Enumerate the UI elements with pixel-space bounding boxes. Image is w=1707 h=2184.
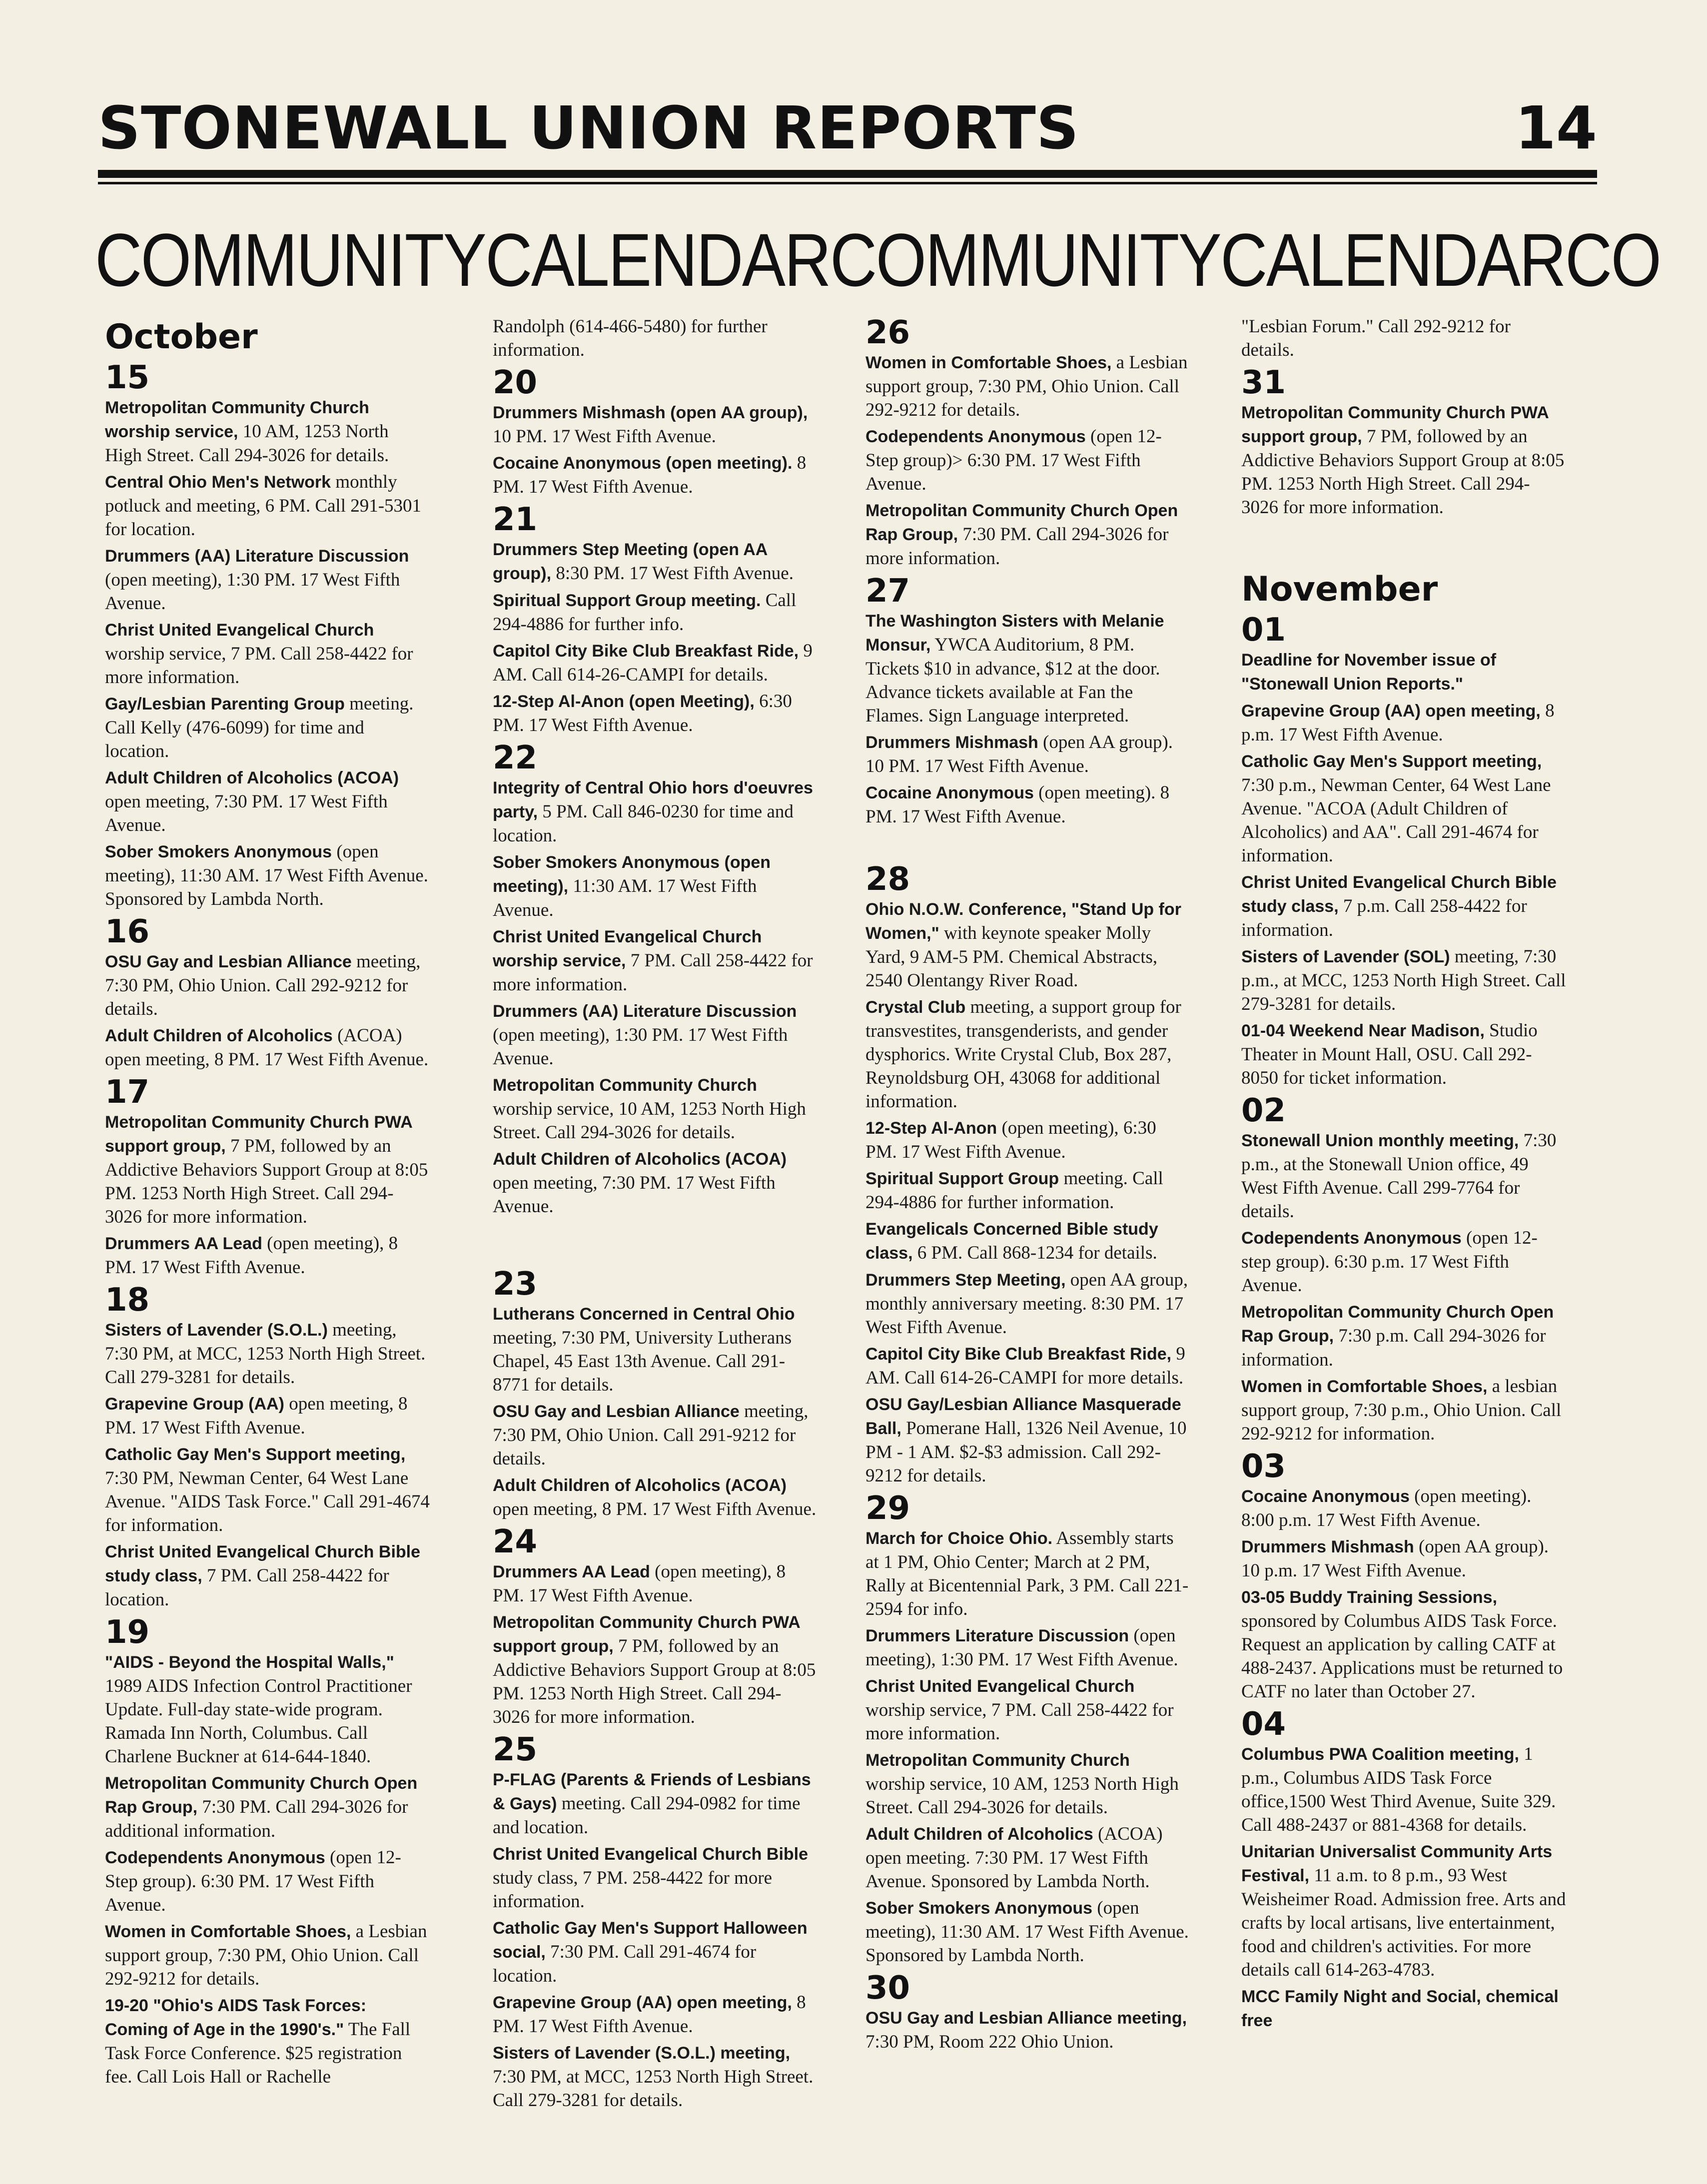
day-heading: 02 [1241,1092,1286,1129]
event-details: meeting, 7:30 PM, Ohio Union. Call 292-9212 for details. [105,951,421,1019]
event-name: Christ United Evangelical Church Bible study class, [105,1542,421,1585]
event-entry [493,776,818,847]
event-name: Metropolitan Community Church PWA support group, [1241,403,1549,446]
event-details: meeting, 7:30 PM, University Lutherans Chapel, 45 East 13th Avenue. Call 291-8771 for details. [493,1328,792,1395]
event-name: OSU Gay and Lesbian Alliance meeting, [865,2009,1187,2028]
event-entry [1241,945,1566,1016]
event-entry [105,1232,430,1279]
event-details: open AA group, monthly anniversary meeting. 8:30 PM. 17 West Fifth Avenue. [865,1270,1188,1338]
event-name: Christ United Evangelical Church Bible [493,1845,809,1864]
event-name: Women in Comfortable Shoes, [865,353,1112,372]
day-heading: 19 [105,1614,150,1651]
day-heading: 16 [105,913,150,950]
event-entry [493,850,818,922]
event-name: Gay/Lesbian Parenting Group [105,695,345,714]
event-details: meeting. Call 294-0982 for time and location. [493,1793,801,1838]
event-details: 11:30 AM. 17 West Fifth Avenue. [493,876,757,920]
event-details: (open meeting), 1:30 PM. 17 West Fifth Avenue. [493,1025,788,1069]
event-details: "Lesbian Forum." Call 292-9212 for details. [1241,316,1511,360]
day-heading: 23 [493,1266,538,1303]
event-name: Metropolitan Community Church Open Rap Group, [865,501,1178,544]
event-details: 7:30 PM. Call 294-3026 for additional information. [105,1797,408,1841]
event-name: Christ United Evangelical Church Bible study class, [1241,873,1557,916]
event-entry [1241,1585,1566,1703]
masthead [98,88,1597,168]
event-details: The Fall Task Force Conference. $25 registration fee. Call Lois Hall or Rachelle [105,2019,411,2087]
event-details: meeting. Call Kelly (476-6099) for time and location. [105,694,414,761]
day-heading: 17 [105,1074,150,1111]
event-entry [493,401,818,448]
event-entry [1241,1226,1566,1297]
event-name: Columbus PWA Coalition meeting, [1241,1745,1519,1764]
event-details: 10 PM. 17 West Fifth Avenue. [493,426,716,447]
event-details: 7:30 PM. Call 291-4674 for location. [493,1942,757,1986]
event-name: Adult Children of Alcoholics (ACOA) [105,768,399,787]
event-details: Studio Theater in Mount Hall, OSU. Call 292-8050 for ticket information. [1241,1020,1538,1088]
event-details: 7:30 p.m., Newman Center, 64 West Lane Avenue. "ACOA (Adult Children of Alcoholics) and AA". Call 291-4674 for information. [1241,775,1551,866]
event-name: Deadline for November issue of "Stonewall Union Reports." [1241,651,1497,694]
event-entry [865,2006,1190,2054]
event-details: (open AA group). 10 p.m. 17 West Fifth Avenue. [1241,1536,1549,1581]
event-details: worship service, 7 PM. Call 258-4422 for more information. [105,644,413,688]
event-details: 7:30 PM. Call 294-3026 for more information. [865,524,1169,569]
event-name: Drummers Mishmash [865,733,1038,752]
event-name: Sober Smokers Anonymous [105,842,332,861]
event-entry [865,609,1190,728]
calendar-column-1 [105,315,430,2164]
masthead-rule-thick [98,170,1597,178]
event-entry [1241,1840,1566,1982]
calendar-column-4 [1241,315,1566,2164]
event-details: meeting, a support group for transvestites, transgenderists, and gender dysphorics. Write Crystal Club, Box 287, Reynoldsburg OH, 43068 for additional information. [865,997,1181,1112]
event-details: (open meeting), 11:30 AM. 17 West Fifth Avenue. Sponsored by Lambda North. [105,841,428,909]
event-entry [493,1400,818,1470]
event-entry [1241,401,1566,519]
event-details: 7:30 PM, Room 222 Ohio Union. [865,2032,1114,2052]
event-entry [105,470,430,541]
event-name: Drummers (AA) Literature Discussion [105,547,409,566]
event-details: Randolph (614-466-5480) for further information. [493,316,768,360]
event-entry [865,1116,1190,1164]
event-name: Integrity of Central Ohio hors d'oeuvres party, [493,778,813,821]
event-entry [1241,1985,1566,2033]
event-entry [493,538,818,586]
event-details: 11 a.m. to 8 p.m., 93 West Weisheimer Road. Admission free. Arts and crafts by local artisans, live entertainment, food and children's activities. For more details call 614-263-4783. [1241,1865,1566,1980]
event-entry [105,950,430,1021]
event-name: Adult Children of Alcoholics [865,1825,1093,1844]
column-spacer [1241,522,1566,567]
event-details: 8 p.m. 17 West Fifth Avenue. [1241,701,1555,745]
event-details: (open meeting), 8 PM. 17 West Fifth Avenue. [493,1561,786,1606]
event-details: Assembly starts at 1 PM, Ohio Center; March at 2 PM, Rally at Bicentennial Park, 3 PM. Call 221-2594 for info. [865,1528,1189,1619]
event-details: meeting, 7:30 PM, at MCC, 1253 North High Street. Call 279-3281 for details. [105,1320,426,1388]
event-details: (open meeting), 1:30 PM. 17 West Fifth Avenue. [865,1625,1178,1670]
event-name: Drummers AA Lead [493,1562,650,1581]
event-name: Stonewall Union monthly meeting, [1241,1131,1519,1150]
event-details: 7 PM. Call 258-4422 for more information. [493,950,813,995]
event-name: Cocaine Anonymous (open meeting). [493,454,793,473]
event-details: worship service, 10 AM, 1253 North High Street. Call 294-3026 for details. [865,1774,1179,1818]
event-name: Sisters of Lavender (S.O.L.) meeting, [493,2044,791,2063]
event-entry [493,1147,818,1218]
event-name: The Washington Sisters with Melanie Monsur, [865,612,1164,655]
event-name: OSU Gay/Lesbian Alliance Masquerade Ball, [865,1395,1181,1438]
event-entry [105,1920,430,1991]
event-entry [865,1342,1190,1390]
event-entry [1241,1484,1566,1532]
day-heading: 31 [1241,364,1286,401]
event-name: Crystal Club [865,998,966,1017]
event-details: (open AA group). 10 PM. 17 West Fifth Avenue. [865,732,1173,776]
event-details: 10 AM, 1253 North High Street. Call 294-3026 for details. [105,421,389,466]
event-entry [493,1560,818,1607]
event-entry [1241,699,1566,746]
event-name: Grapevine Group (AA) open meeting, [493,1993,792,2012]
event-entry [105,1443,430,1537]
day-heading: 26 [865,315,910,351]
event-name: Sober Smokers Anonymous (open meeting), [493,853,771,896]
event-name: Drummers Step Meeting, [865,1271,1066,1290]
event-details: sponsored by Columbus AIDS Task Force. Request an application by calling CATF at 488-2437. Applications must be returned to CATF no later than October 27. [1241,1611,1563,1702]
event-entry [865,1896,1190,1967]
event-details: open meeting, 8 PM. 17 West Fifth Avenue. [493,1499,817,1519]
event-name: Drummers Literature Discussion [865,1626,1129,1645]
event-entry [105,1110,430,1229]
event-entry [105,544,430,615]
event-entry [105,1024,430,1071]
event-entry [865,499,1190,570]
event-entry [493,1473,818,1521]
event-details: 7 p.m. Call 258-4422 for information. [1241,896,1527,940]
event-name: Metropolitan Community Church PWA support group, [105,1113,412,1156]
event-name: Grapevine Group (AA) [105,1395,284,1414]
event-details: 7:30 PM, at MCC, 1253 North High Street. Call 279-3281 for details. [493,2067,814,2111]
event-entry [865,1217,1190,1265]
event-entry [1241,1742,1566,1837]
event-details: (open meeting), 1:30 PM. 17 West Fifth Avenue. [105,570,400,614]
event-name: Catholic Gay Men's Support meeting, [1241,752,1542,771]
event-details: 8 PM. 17 West Fifth Avenue. [493,453,807,497]
event-name: Metropolitan Community Church PWA support group, [493,1613,800,1656]
event-details: study class, 7 PM. 258-4422 for more information. [493,1868,773,1912]
event-entry [493,1073,818,1144]
event-name: Sisters of Lavender (SOL) [1241,947,1450,966]
event-name: Christ United Evangelical Church worship service, [493,927,762,970]
event-details: (open 12-step group). 6:30 p.m. 17 West Fifth Avenue. [1241,1228,1538,1296]
event-details: (open meeting). 8:00 p.m. 17 West Fifth Avenue. [1241,1486,1532,1530]
event-name: Drummers Step Meeting (open AA group), [493,540,768,583]
event-entry [493,639,818,687]
event-name: Christ United Evangelical Church [865,1677,1135,1696]
masthead-rule-thin [98,182,1597,184]
event-name: Codependents Anonymous [105,1848,325,1867]
day-heading: 15 [105,359,150,396]
event-name: Cocaine Anonymous [865,783,1034,802]
event-entry [493,315,818,362]
event-entry [865,425,1190,496]
event-details: YWCA Auditorium, 8 PM. Tickets $10 in advance, $12 at the door. Advance tickets available at Fan the Flames. Sign Language interpreted. [865,635,1160,726]
event-name: Codependents Anonymous [865,427,1086,446]
calendar-column-2 [493,315,818,2164]
event-entry [865,730,1190,778]
event-details: Pomerane Hall, 1326 Neil Avenue, 10 PM - 1 AM. $2-$3 admission. Call 292-9212 for details. [865,1418,1187,1486]
event-entry [105,1650,430,1768]
day-heading: 04 [1241,1706,1286,1743]
event-name: 12-Step Al-Anon [865,1119,997,1138]
event-entry [493,925,818,996]
event-entry [865,351,1190,422]
event-entry [865,995,1190,1113]
event-entry [493,2041,818,2112]
event-entry [493,1991,818,2038]
event-name: Capitol City Bike Club Breakfast Ride, [865,1345,1172,1364]
section-banner: COMMUNITYCALENDARCOMMUNITYCALENDARCO [95,218,1661,302]
publication-title: STONEWALL UNION REPORTS [98,93,1079,162]
event-details: (ACOA) open meeting, 8 PM. 17 West Fifth Avenue. [105,1025,429,1070]
event-entry [105,1994,430,2089]
event-details: 7:30 PM, Newman Center, 64 West Lane Avenue. "AIDS Task Force." Call 291-4674 for information. [105,1468,430,1535]
event-name: Metropolitan Community Church Open Rap Group, [105,1774,418,1817]
event-entry [493,1842,818,1913]
event-name: 01-04 Weekend Near Madison, [1241,1021,1485,1040]
calendar-column-3 [865,315,1190,2164]
event-entry [105,692,430,763]
event-details: open meeting, 7:30 PM. 17 West Fifth Avenue. [105,791,388,835]
event-name: Christ United Evangelical Church [105,621,374,640]
event-entry [1241,870,1566,942]
event-name: Capitol City Bike Club Breakfast Ride, [493,642,799,661]
event-entry [105,1318,430,1389]
event-name: Metropolitan Community Church [493,1076,757,1095]
event-entry [865,1624,1190,1671]
day-heading: 18 [105,1282,150,1319]
event-name: Women in Comfortable Shoes, [1241,1377,1488,1396]
event-entry [1241,315,1566,362]
event-entry [865,1674,1190,1745]
event-name: Metropolitan Community Church [865,1751,1130,1770]
event-name: Drummers (AA) Literature Discussion [493,1002,797,1021]
column-spacer [865,831,1190,861]
event-details: meeting, 7:30 p.m., at MCC, 1253 North High Street. Call 279-3281 for details. [1241,946,1566,1014]
day-heading: 22 [493,739,538,776]
event-entry [105,766,430,837]
event-entry [865,1167,1190,1214]
event-entry [105,1392,430,1440]
event-entry [1241,648,1566,696]
event-name: Grapevine Group (AA) open meeting, [1241,702,1541,721]
event-details: 9 AM. Call 614-26-CAMPI for more details. [865,1344,1185,1388]
day-heading: 28 [865,861,910,898]
day-heading: 01 [1241,612,1286,649]
event-name: Catholic Gay Men's Support Halloween social, [493,1919,808,1962]
event-entry [493,589,818,636]
event-name: "AIDS - Beyond the Hospital Walls," [105,1653,394,1672]
event-details: a Lesbian support group, 7:30 PM, Ohio Union. Call 292-9212 for details. [105,1921,427,1989]
event-details: open meeting, 7:30 PM. 17 West Fifth Avenue. [493,1173,776,1217]
event-details: (open meeting), 8 PM. 17 West Fifth Avenue. [105,1233,398,1278]
event-entry [105,396,430,467]
event-entry [105,840,430,911]
event-details: (ACOA) open meeting. 7:30 PM. 17 West Fifth Avenue. Sponsored by Lambda North. [865,1824,1163,1892]
event-name: Codependents Anonymous [1241,1229,1462,1248]
event-name: Metropolitan Community Church Open Rap Group, [1241,1303,1554,1346]
event-name: Metropolitan Community Church worship service, [105,398,369,441]
event-details: meeting. Call 294-4886 for further information. [865,1168,1163,1213]
event-entry [865,1526,1190,1621]
event-entry [1241,1375,1566,1446]
event-entry [865,1268,1190,1339]
event-name: 03-05 Buddy Training Sessions, [1241,1588,1498,1607]
event-name: Spiritual Support Group [865,1169,1059,1188]
event-details: 7:30 p.m., at the Stonewall Union office, 49 West Fifth Avenue. Call 299-7764 for details. [1241,1130,1557,1222]
event-entry [105,1846,430,1917]
event-details: 6 PM. Call 868-1234 for details. [917,1243,1157,1263]
event-entry [865,1393,1190,1487]
event-name: Ohio N.O.W. Conference, "Stand Up for Women," [865,900,1181,943]
event-details: 1 p.m., Columbus AIDS Task Force office,1500 West Third Avenue, Suite 329. Call 488-2437 or 881-4368 for details. [1241,1744,1556,1835]
event-name: 19-20 "Ohio's AIDS Task Forces: Coming of Age in the 1990's." [105,1996,367,2039]
event-name: Women in Comfortable Shoes, [105,1922,351,1941]
event-entry [865,1748,1190,1819]
event-name: P-FLAG (Parents & Friends of Lesbians & Gays) [493,1770,811,1813]
event-details: a lesbian support group, 7:30 p.m., Ohio Union. Call 292-9212 for information. [1241,1376,1562,1444]
event-name: Unitarian Universalist Community Arts Festival, [1241,1842,1553,1885]
event-details: 7 PM, followed by an Addictive Behaviors Support Group at 8:05 PM. 1253 North High Street. Call 294-3026 for more information. [105,1136,428,1227]
event-entry [493,1768,818,1839]
event-name: Cocaine Anonymous [1241,1487,1410,1506]
event-name: Spiritual Support Group meeting. [493,591,761,610]
event-name: Sober Smokers Anonymous [865,1899,1093,1918]
event-entry [493,1610,818,1729]
event-details: 8 PM. 17 West Fifth Avenue. [493,1992,806,2037]
day-heading: 25 [493,1731,538,1768]
event-name: Adult Children of Alcoholics (ACOA) [493,1476,787,1495]
event-name: Adult Children of Alcoholics [105,1026,333,1045]
event-details: 6:30 PM. 17 West Fifth Avenue. [493,691,792,735]
event-details: worship service, 7 PM. Call 258-4422 for more information. [865,1700,1174,1744]
event-details: (open 12-Step group)> 6:30 PM. 17 West Fifth Avenue. [865,426,1162,494]
event-entry [1241,1535,1566,1582]
event-name: Drummers Mishmash [1241,1537,1414,1556]
event-entry [105,1540,430,1611]
event-name: Sisters of Lavender (S.O.L.) [105,1321,328,1340]
event-entry [865,897,1190,992]
event-details: 5 PM. Call 846-0230 for time and location. [493,801,794,846]
event-name: Adult Children of Alcoholics (ACOA) [493,1150,787,1169]
event-details: 7 PM. Call 258-4422 for location. [105,1565,389,1610]
month-heading: October [105,317,258,357]
event-details: worship service, 10 AM, 1253 North High Street. Call 294-3026 for details. [493,1099,806,1143]
event-entry [865,781,1190,828]
day-heading: 24 [493,1523,538,1560]
event-details: 7:30 p.m. Call 294-3026 for information. [1241,1326,1546,1370]
event-entry [1241,1129,1566,1223]
event-details: 7 PM, followed by an Addictive Behaviors Support Group at 8:05 PM. 1253 North High Street. Call 294-3026 for more information. [493,1636,816,1727]
event-details: meeting, 7:30 PM, Ohio Union. Call 291-9212 for details. [493,1401,809,1469]
page-number: 14 [1515,93,1597,162]
event-details: 1989 AIDS Infection Control Practitioner Update. Full-day state-wide program. Ramada Inn North, Columbus. Call Charlene Buckner at 614-644-1840. [105,1676,412,1767]
event-name: OSU Gay and Lesbian Alliance [493,1402,740,1421]
event-entry [493,451,818,499]
event-entry [493,999,818,1070]
event-details: with keynote speaker Molly Yard, 9 AM-5 PM. Chemical Abstracts, 2540 Olentangy River Road. [865,923,1158,991]
day-heading: 21 [493,501,538,538]
event-entry [1241,749,1566,867]
event-details: Call 294-4886 for further info. [493,590,797,635]
event-name: Drummers Mishmash (open AA group), [493,403,808,422]
day-heading: 29 [865,1490,910,1527]
day-heading: 27 [865,573,910,610]
event-name: Central Ohio Men's Network [105,473,331,492]
event-details: (open meeting). 8 PM. 17 West Fifth Avenue. [865,782,1170,827]
day-heading: 30 [865,1970,910,2007]
column-spacer [493,1221,818,1266]
event-details: monthly potluck and meeting, 6 PM. Call 291-5301 for location. [105,472,422,540]
event-entry [493,690,818,737]
event-name: Evangelicals Concerned Bible study class, [865,1220,1158,1263]
event-entry [865,1822,1190,1893]
event-details: open meeting, 8 PM. 17 West Fifth Avenue. [105,1394,408,1438]
event-entry [1241,1019,1566,1090]
event-details: (open meeting), 6:30 PM. 17 West Fifth Avenue. [865,1118,1156,1162]
event-details: 7 PM, followed by an Addictive Behaviors Support Group at 8:05 PM. 1253 North High Street. Call 294-3026 for more information. [1241,426,1565,518]
event-name: Drummers AA Lead [105,1234,262,1253]
event-details: (open 12-Step group). 6:30 PM. 17 West Fifth Avenue. [105,1847,401,1915]
event-details: 9 AM. Call 614-26-CAMPI for details. [493,641,813,685]
day-heading: 03 [1241,1448,1286,1485]
day-heading: 20 [493,364,538,401]
event-entry [105,1771,430,1843]
event-name: MCC Family Night and Social, chemical free [1241,1987,1559,2030]
event-name: 12-Step Al-Anon (open Meeting), [493,692,755,711]
event-name: March for Choice Ohio. [865,1529,1053,1548]
event-entry [1241,1300,1566,1372]
month-heading: November [1241,570,1438,609]
event-entry [493,1302,818,1397]
event-name: Catholic Gay Men's Support meeting, [105,1445,406,1464]
event-name: OSU Gay and Lesbian Alliance [105,952,352,971]
event-entry [493,1916,818,1988]
event-details: (open meeting), 11:30 AM. 17 West Fifth Avenue. Sponsored by Lambda North. [865,1898,1189,1966]
event-name: Lutherans Concerned in Central Ohio [493,1305,795,1324]
event-entry [105,618,430,689]
event-details: 8:30 PM. 17 West Fifth Avenue. [556,563,794,584]
event-details: a Lesbian support group, 7:30 PM, Ohio Union. Call 292-9212 for details. [865,352,1188,420]
